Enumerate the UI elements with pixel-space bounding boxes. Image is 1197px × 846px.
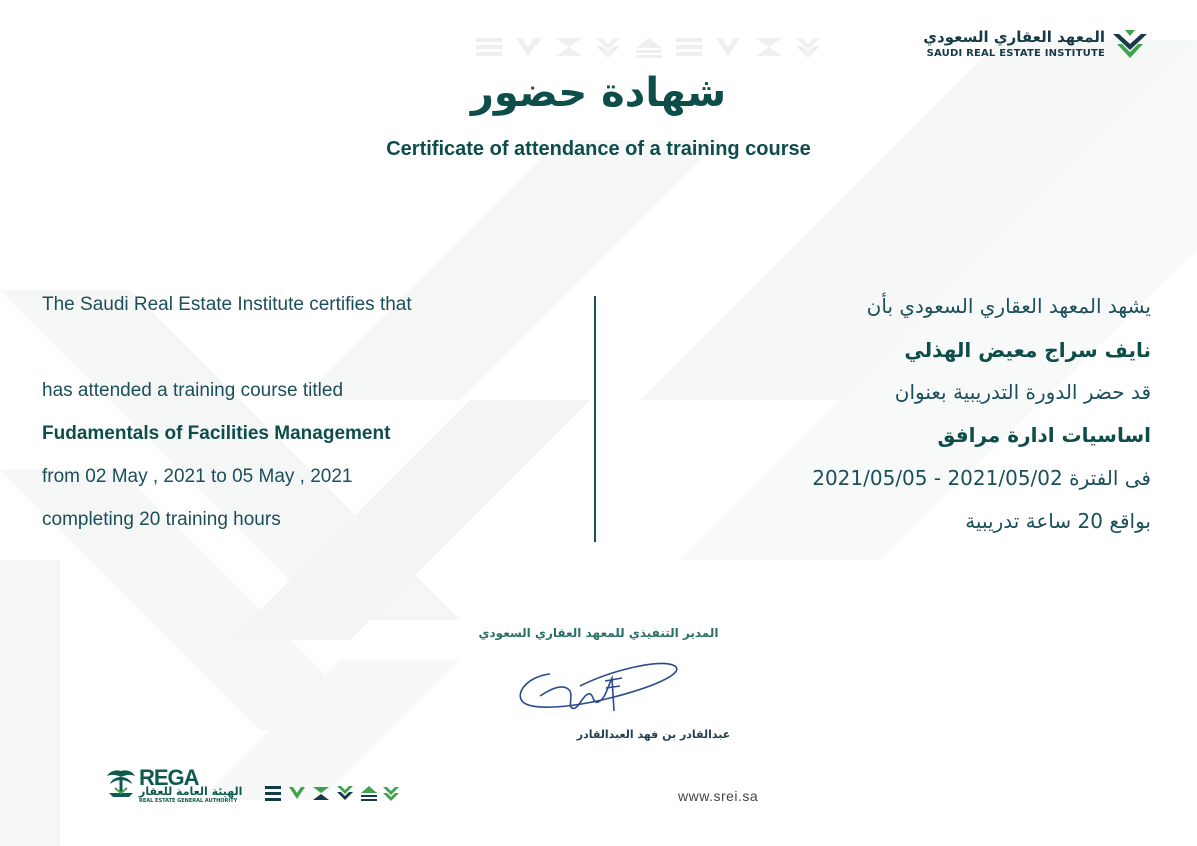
- rega-logo: [105, 765, 255, 805]
- ar-period-text: فى الفترة 2021/05/02 - 2021/05/05: [812, 466, 1151, 490]
- srei-logo-name-ar: المعهد العقاري السعودي: [923, 28, 1105, 46]
- column-divider: [594, 296, 596, 542]
- ar-attended-text: قد حضر الدورة التدريبية بعنوان: [894, 380, 1151, 404]
- rega-short-name: REGA: [139, 765, 199, 790]
- en-period-text: from 02 May , 2021 to 05 May , 2021: [42, 466, 353, 487]
- en-course-name: Fudamentals of Facilities Management: [42, 423, 391, 444]
- ar-hours-text: بواقع 20 ساعة تدريبية: [965, 509, 1151, 533]
- rega-name-en: REAL ESTATE GENERAL AUTHORITY: [139, 798, 238, 804]
- rega-name-ar: الهيئة العامة للعقار: [139, 785, 243, 798]
- srei-logo: [923, 26, 1149, 66]
- certificate-title-en: Certificate of attendance of a training course: [386, 138, 811, 160]
- ar-participant-name: نايف سراج معيض الهذلي: [904, 338, 1151, 362]
- decorative-pattern-bottom: [265, 783, 405, 807]
- certificate-title-ar: شهادة حضور: [470, 70, 727, 116]
- ar-certifies-text: يشهد المعهد العقاري السعودي بأن: [866, 294, 1151, 318]
- palm-tree-icon: [105, 767, 137, 803]
- srei-logo-name-en: SAUDI REAL ESTATE INSTITUTE: [926, 48, 1105, 59]
- en-hours-text: completing 20 training hours: [42, 509, 281, 530]
- signatory-name-text: عبدالقادر بن فهد العبدالقادر: [576, 728, 731, 741]
- signatory-name: [0, 728, 1197, 741]
- signatory-title: المدير التنفيذي للمعهد العقاري السعودي: [478, 626, 719, 640]
- decorative-pattern-top: [476, 34, 836, 64]
- en-certifies-text: The Saudi Real Estate Institute certifies that: [42, 294, 412, 315]
- en-attended-text: has attended a training course titled: [42, 380, 344, 401]
- ar-course-name: اساسيات ادارة مرافق: [937, 423, 1151, 447]
- srei-chevron-logo-icon: [1111, 28, 1149, 64]
- website-link[interactable]: www.srei.sa: [678, 788, 759, 804]
- signature-image: [510, 656, 690, 726]
